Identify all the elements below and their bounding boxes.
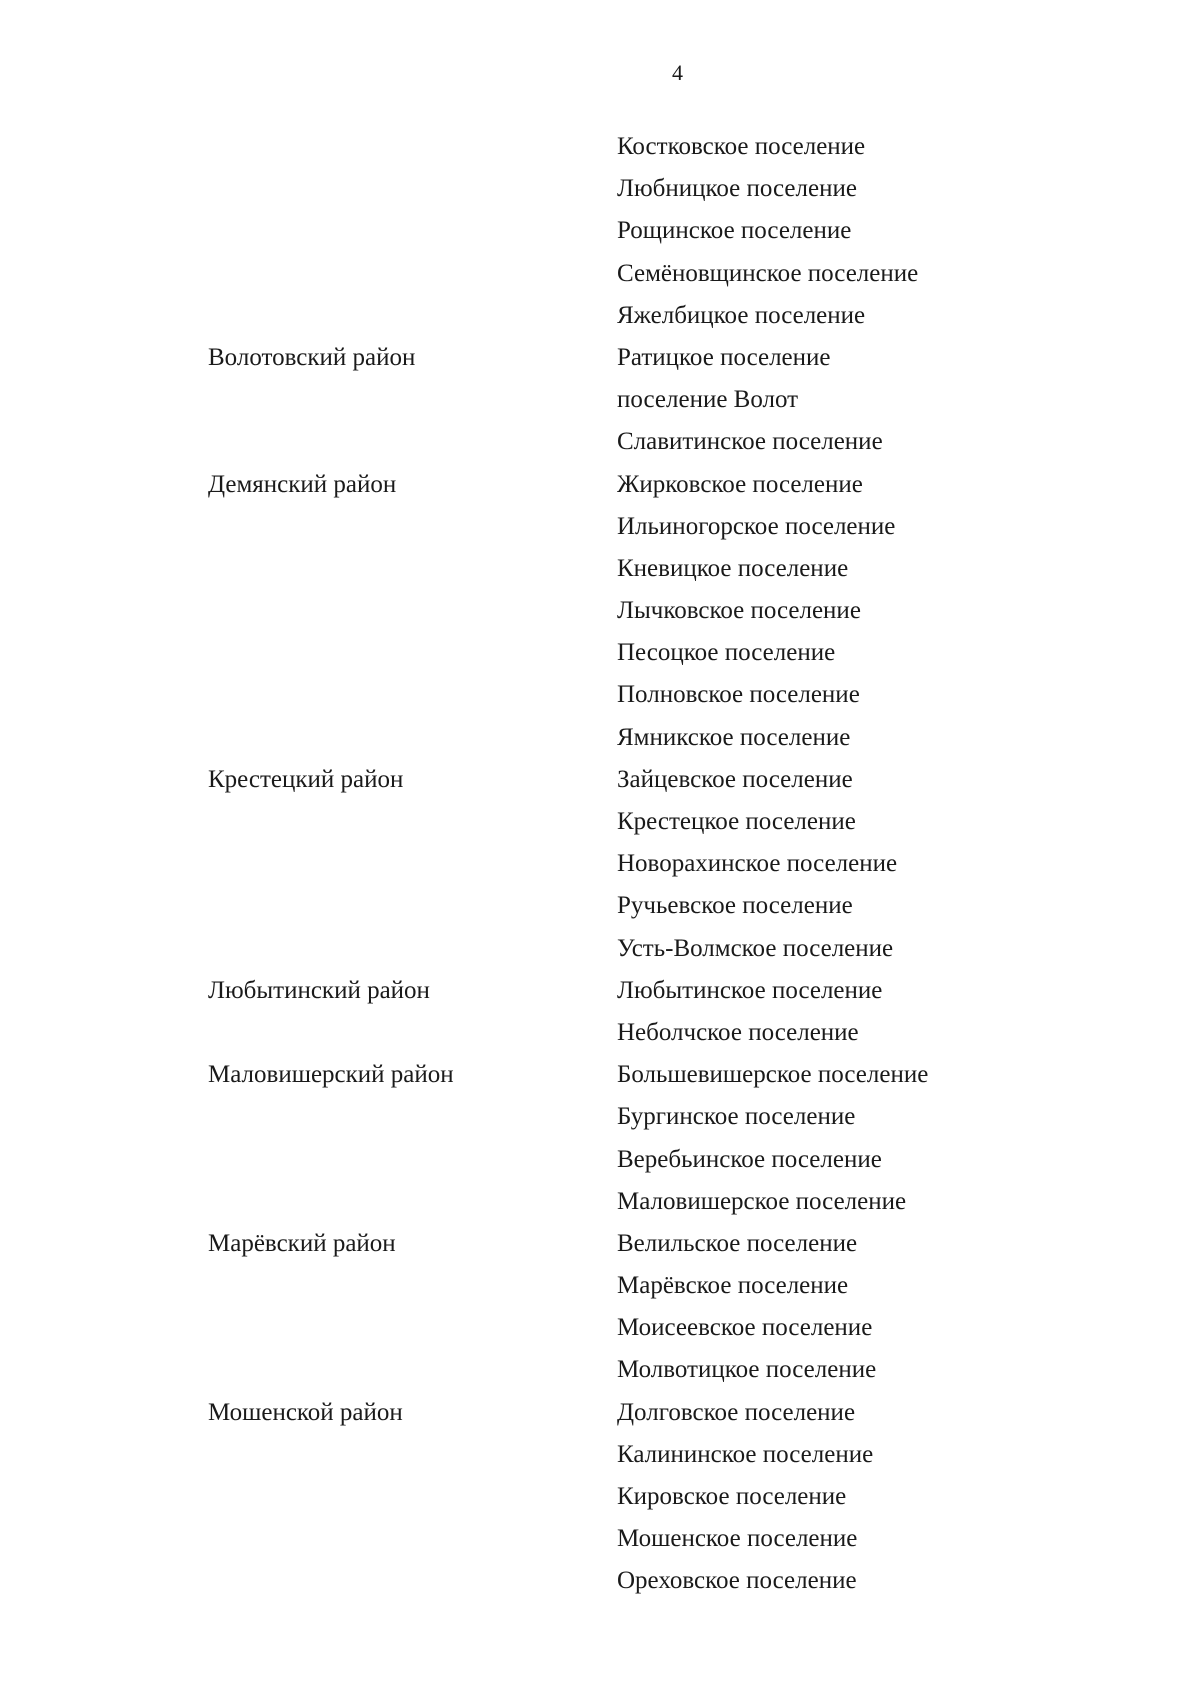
settlement-name: Славитинское поселение	[617, 428, 883, 456]
settlement-name: Ратицкое поселение	[617, 343, 831, 371]
settlement-name: Ручьевское поселение	[617, 892, 853, 920]
list-item	[0, 928, 1200, 970]
list-item	[0, 885, 1200, 927]
list-item	[0, 632, 1200, 674]
settlement-name: поселение Волот	[617, 386, 799, 414]
settlement-name: Новорахинское поселение	[617, 850, 898, 878]
settlement-name: Велильское поселение	[617, 1229, 858, 1257]
settlement-name: Долговское поселение	[617, 1398, 856, 1426]
settlement-name: Полновское поселение	[617, 681, 860, 709]
list-item	[0, 379, 1200, 421]
settlement-name: Зайцевское поселение	[617, 765, 853, 793]
settlement-name: Яжелбицкое поселение	[617, 301, 866, 329]
list-item	[0, 126, 1200, 168]
settlement-name: Калининское поселение	[617, 1440, 874, 1468]
district-name: Демянский район	[208, 470, 397, 498]
settlement-name: Ильиногорское поселение	[617, 512, 896, 540]
list-item	[0, 717, 1200, 759]
district-name: Любытинский район	[208, 976, 430, 1004]
list-item	[0, 1560, 1200, 1602]
list-item	[0, 1349, 1200, 1391]
list-item	[0, 674, 1200, 716]
settlement-name: Усть-Волмское поселение	[617, 934, 894, 962]
list-item	[0, 1139, 1200, 1181]
list-item	[0, 1223, 1200, 1265]
settlement-name: Лычковское поселение	[617, 597, 861, 625]
settlement-name: Любытинское поселение	[617, 976, 883, 1004]
list-item	[0, 337, 1200, 379]
settlement-name: Крестецкое поселение	[617, 808, 856, 835]
list-item	[0, 1476, 1200, 1518]
district-name: Волотовский район	[208, 343, 416, 371]
settlement-name: Молвотицкое поселение	[617, 1356, 877, 1384]
settlement-name: Маловишерское поселение	[617, 1187, 907, 1215]
settlement-name: Марёвское поселение	[617, 1272, 849, 1300]
list-item	[0, 253, 1200, 295]
settlement-name: Песоцкое поселение	[617, 639, 836, 667]
settlement-name: Костковское поселение	[617, 133, 866, 160]
settlement-name: Любницкое поселение	[617, 175, 857, 203]
district-name: Крестецкий район	[208, 765, 404, 793]
list-item	[0, 548, 1200, 590]
settlement-name: Семёновщинское поселение	[617, 259, 919, 287]
settlement-name: Жирковское поселение	[617, 470, 863, 498]
list-item	[0, 1012, 1200, 1054]
list-item	[0, 1265, 1200, 1307]
list-item	[0, 590, 1200, 632]
list-item	[0, 464, 1200, 506]
list-item	[0, 210, 1200, 252]
district-name: Марёвский район	[208, 1229, 396, 1257]
settlement-name: Неболчское поселение	[617, 1018, 859, 1046]
list-item	[0, 1307, 1200, 1349]
settlement-name: Ореховское поселение	[617, 1567, 857, 1595]
settlement-name: Большевишерское поселение	[617, 1061, 929, 1089]
list-item	[0, 1181, 1200, 1223]
list-item	[0, 421, 1200, 463]
settlement-name: Бургинское поселение	[617, 1103, 856, 1131]
settlement-name: Мошенское поселение	[617, 1525, 858, 1553]
list-item	[0, 970, 1200, 1012]
settlement-name: Ямникское поселение	[617, 723, 851, 751]
settlement-name: Кневицкое поселение	[617, 554, 849, 582]
list-item	[0, 1054, 1200, 1096]
list-item	[0, 168, 1200, 210]
settlement-name: Веребьинское поселение	[617, 1145, 882, 1173]
list-item	[0, 801, 1200, 843]
district-name: Маловишерский район	[208, 1061, 454, 1089]
list-item	[0, 1096, 1200, 1138]
list-item	[0, 295, 1200, 337]
list-item	[0, 843, 1200, 885]
district-name: Мошенской район	[208, 1398, 403, 1426]
list-item	[0, 1434, 1200, 1476]
settlement-name: Рощинское поселение	[617, 217, 852, 245]
page-number: 4	[672, 60, 683, 85]
list-item	[0, 506, 1200, 548]
list-item	[0, 1392, 1200, 1434]
district-settlement-list	[0, 126, 1200, 1603]
settlement-name: Кировское поселение	[617, 1483, 847, 1510]
list-item	[0, 759, 1200, 801]
list-item	[0, 1518, 1200, 1560]
settlement-name: Моисеевское поселение	[617, 1314, 873, 1342]
